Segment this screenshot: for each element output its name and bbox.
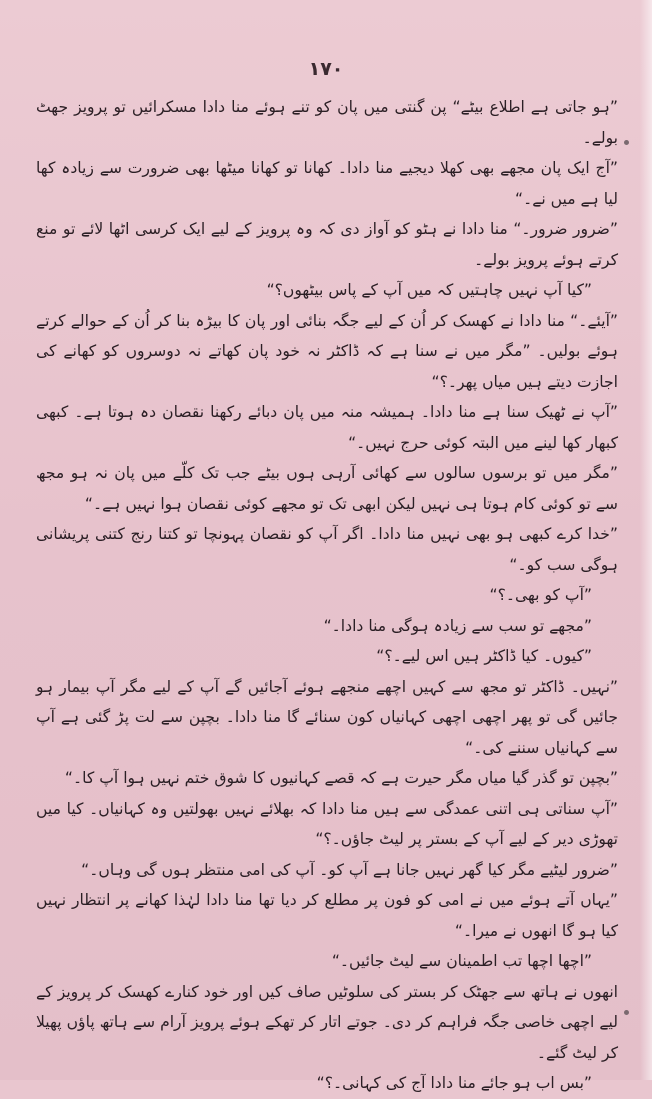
paragraph: ”آپ نے ٹھیک سنا ہے منا دادا۔ ہمیشہ منہ میں پان دبائے رکھنا نقصان دہ ہوتا ہے۔ کبھی کبھار کھا لینے میں البتہ کوئی حرج نہیں۔“ bbox=[36, 403, 618, 452]
paragraph: ”کیا آپ نہیں چاہتیں کہ میں آپ کے پاس بیٹھوں؟“ bbox=[266, 281, 592, 299]
page-edge-shadow bbox=[640, 0, 652, 1080]
paragraph: ”بچپن تو گذر گیا میاں مگر حیرت ہے کہ قصے کہانیوں کا شوق ختم نہیں ہوا آپ کا۔“ bbox=[64, 769, 618, 787]
paragraph: ”یہاں آتے ہوئے میں نے امی کو فون پر مطلع کر دیا تھا منا دادا لہٰذا کھانے پر انتظار نہیں کیا ہو گا انھوں نے میرا۔“ bbox=[36, 891, 618, 940]
paragraph: ”خدا کرے کبھی ہو بھی نہیں منا دادا۔ اگر آپ کو نقصان پہونچا تو کتنا رنج کتنی پریشانی ہوگی سب کو۔“ bbox=[36, 525, 618, 574]
paragraph: ”کیوں۔ کیا ڈاکٹر ہیں اس لیے۔؟“ bbox=[376, 647, 592, 665]
paragraph: ”ضرور لیٹیے مگر کیا گھر نہیں جانا ہے آپ کو۔ آپ کی امی منتظر ہوں گی وہاں۔“ bbox=[81, 860, 618, 879]
binding-mark bbox=[624, 1010, 629, 1015]
paragraph: ”آیئے۔“ منا دادا نے کھسک کر اُن کے لیے جگہ بنائی اور پان کا بیڑہ بنا کر اُن کے حوالے کرتے ہوئے بولیں۔ ”مگر میں نے سنا ہے کہ ڈاکٹر نہ خود پان کھاتے نہ دوسروں کو کھانے کی اجازت دیتے ہیں میاں پھر۔؟“ bbox=[36, 311, 618, 391]
binding-mark bbox=[624, 140, 629, 145]
paragraph: ”اچھا اچھا تب اطمینان سے لیٹ جائیں۔“ bbox=[331, 952, 592, 970]
paragraph: ”آپ سناتی ہی اتنی عمدگی سے ہیں منا دادا کہ بھلائے نہیں بھولتیں وہ کہانیاں۔ کیا میں تھوڑی دیر کے لیے آپ کے بستر پر لیٹ جاؤں۔؟“ bbox=[36, 799, 618, 848]
paragraph: ”نہیں۔ ڈاکٹر تو مجھ سے کہیں اچھے منجھے ہوئے آجائیں گے آپ کے لیے مگر آپ بیمار ہو جائیں گی تو پھر اچھی اچھی کہانیاں کون سنائے گا منا دادا۔ بچپن سے لت پڑ گئی ہے آپ سے کہانیاں سننے کی۔“ bbox=[36, 677, 618, 757]
paragraph: ”مجھے تو سب سے زیادہ ہوگی منا دادا۔“ bbox=[323, 616, 592, 635]
paragraph: انھوں نے ہاتھ سے جھٹک کر بستر کی سلوٹیں صاف کیں اور خود کنارے کھسک کر پرویز کے لیے اچھی خاصی جگہ فراہم کر دی۔ جوتے اتار کر تھکے ہوئے پرویز آرام سے ہاتھ پاؤں پھیلا کر لیٹ گئے۔ bbox=[36, 982, 618, 1062]
page-body-text bbox=[36, 92, 618, 1099]
paragraph: ”مگر میں تو برسوں سالوں سے کھائی آرہی ہوں بیٹے جب تک کلّے میں پان نہ ہو مجھ سے تو کوئی کام ہوتا ہی نہیں لیکن ابھی تک تو مجھے کوئی نقصان ہوا نہیں ہے۔“ bbox=[36, 464, 618, 513]
paragraph: ”ہو جاتی ہے اطلاع بیٹے“ پن گنتی میں پان کو تنے ہوئے منا دادا مسکرائیں تو پرویز جھٹ بولے۔ bbox=[36, 98, 618, 147]
paragraph: ”بس اب ہو جائے منا دادا آج کی کہانی۔؟“ bbox=[316, 1074, 592, 1092]
paragraph: ”آج ایک پان مجھے بھی کھلا دیجیے منا دادا۔ کھانا تو کھانا میٹھا بھی ضرورت سے زیادہ کھا لیا ہے میں نے۔“ bbox=[36, 159, 618, 208]
paragraph: ”آپ کو بھی۔؟“ bbox=[489, 586, 592, 604]
paragraph: ”ضرور ضرور۔“ منا دادا نے ہٹو کو آواز دی کہ وہ پرویز کے لیے ایک کرسی اٹھا لائے تو منع کرتے ہوئے پرویز بولے۔ bbox=[36, 220, 618, 269]
page-number: ۱۷۰ bbox=[308, 58, 344, 80]
